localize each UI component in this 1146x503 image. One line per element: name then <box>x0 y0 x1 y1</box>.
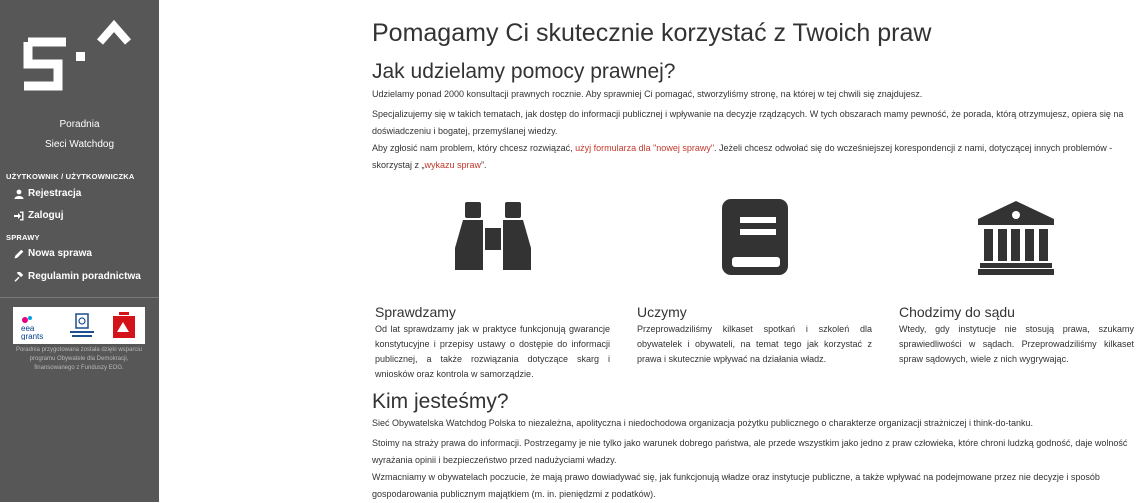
court-building-icon <box>978 201 1054 280</box>
feature-title-check: Sprawdzamy <box>375 304 456 320</box>
section-heading-cases: SPRAWY <box>6 233 40 242</box>
svg-text:eea: eea <box>21 323 35 333</box>
case-list-link[interactable]: wykazu spraw <box>424 160 482 170</box>
help-p3-text-a: Aby zgłosić nam problem, który chcesz rozwiązać, <box>372 143 576 153</box>
login-link[interactable] <box>14 210 64 221</box>
sponsor-logos <box>13 307 145 344</box>
pencil-icon <box>14 249 24 259</box>
feature-text-court: Wtedy, gdy instytucje nie stosują prawa, szukamy sprawiedliwości w sądach. Przeprowadziliśmy kilkaset spraw sądowych, wiele z nich wygrywając. <box>899 324 1134 364</box>
page-title: Pomagamy Ci skutecznie korzystać z Twoich praw <box>372 19 932 47</box>
sidebar-divider <box>0 297 159 298</box>
new-case-link[interactable] <box>14 248 92 259</box>
register-label: Rejestracja <box>28 188 82 199</box>
gavel-icon <box>14 272 24 282</box>
login-label: Zaloguj <box>28 210 64 221</box>
rules-label: Regulamin poradnictwa <box>28 271 141 282</box>
binoculars-icon <box>455 202 531 275</box>
register-link[interactable] <box>14 188 81 199</box>
help-paragraph-3 <box>372 140 1137 174</box>
help-p3-text-b: . Jeżeli chcesz odwołać się do wcześniejszej korespondencji z nami, dotyczącej innych problemów - skorzystaj z „ <box>372 143 1113 170</box>
feature-title-court: Chodzimy do sądu <box>899 304 1015 320</box>
help-p3-text-c: ”. <box>481 160 487 170</box>
sponsor-note: Poradnia przygotowana została dzięki wsparciu programu Obywatele dla Demokracji, finansowanego z Funduszy EOG. <box>15 347 143 371</box>
brand-name-line1: Poradnia <box>59 119 100 130</box>
about-paragraph-1: Sieć Obywatelska Watchdog Polska to niezależna, apolityczna i niedochodowa organizacja pożytku publicznego o charakterze organizacji strażniczej i think-do-tanku. <box>372 418 1034 428</box>
sign-in-icon <box>14 211 24 221</box>
help-paragraph-2: Specjalizujemy się w takich tematach, jak dostęp do informacji publicznej i wpływanie na decyzje rządzących. W tych obszarach mamy pewność, że porada, którą otrzymujesz, opiera się na doświadczeniu i bogatej, przemyślanej wiedzy. <box>372 109 1124 136</box>
rules-link[interactable] <box>14 271 141 282</box>
about-paragraph-2: Stoimy na straży prawa do informacji. Postrzegamy je nie tylko jako warunek dobrego państwa, ale przede wszystkim jako jedno z praw człowieka, które chroni ludzką godność, daje wolność wyrażania opinii i bezpieczeństwo przed nadużyciami władzy. <box>372 438 1128 465</box>
book-icon <box>722 199 788 280</box>
new-case-label: Nowa sprawa <box>28 248 92 259</box>
feature-title-teach: Uczymy <box>637 304 687 320</box>
new-case-form-link[interactable]: użyj formularza dla "nowej sprawy" <box>575 143 715 153</box>
feature-text-check: Od lat sprawdzamy jak w praktyce funkcjonują gwarancje konstytucyjne i przepisy ustawy o dostępie do informacji publicznej, a także rozwiązania dotyczące skarg i wniosków oraz kontrola w samorządzie. <box>375 324 610 379</box>
watchdog-logo[interactable] <box>22 18 134 104</box>
batory-foundation-logo <box>67 312 97 340</box>
user-icon <box>14 189 24 199</box>
svg-text:grants: grants <box>21 331 44 340</box>
about-heading: Kim jesteśmy? <box>372 390 509 413</box>
brand-name-line2: Sieci Watchdog <box>44 139 115 150</box>
eea-grants-logo <box>19 312 55 340</box>
ofop-logo <box>109 312 139 340</box>
about-paragraph-3: Wzmacniamy w obywatelach poczucie, że mają prawo dowiadywać się, jak funkcjonują władze oraz instytucje publiczne, a także wpływać na podejmowane przez nie decyzje i sposób gospodarowania publicznym majątkiem (m. in. pieniędzmi z podatków). <box>372 472 1100 499</box>
help-paragraph-1: Udzielamy ponad 2000 konsultacji prawnych rocznie. Aby sprawniej Ci pomagać, stworzyliśmy stronę, na której w tej chwili się znajdujesz. <box>372 89 923 99</box>
feature-text-teach: Przeprowadziliśmy kilkaset spotkań i szkoleń dla obywatelek i obywateli, na temat tego jak korzystać z prawa i skutecznie wpływać na działania władz. <box>637 324 872 364</box>
sidebar <box>0 0 159 502</box>
section-heading-user: UŻYTKOWNIK / UŻYTKOWNICZKA <box>6 172 135 181</box>
help-heading: Jak udzielamy pomocy prawnej? <box>372 60 676 83</box>
